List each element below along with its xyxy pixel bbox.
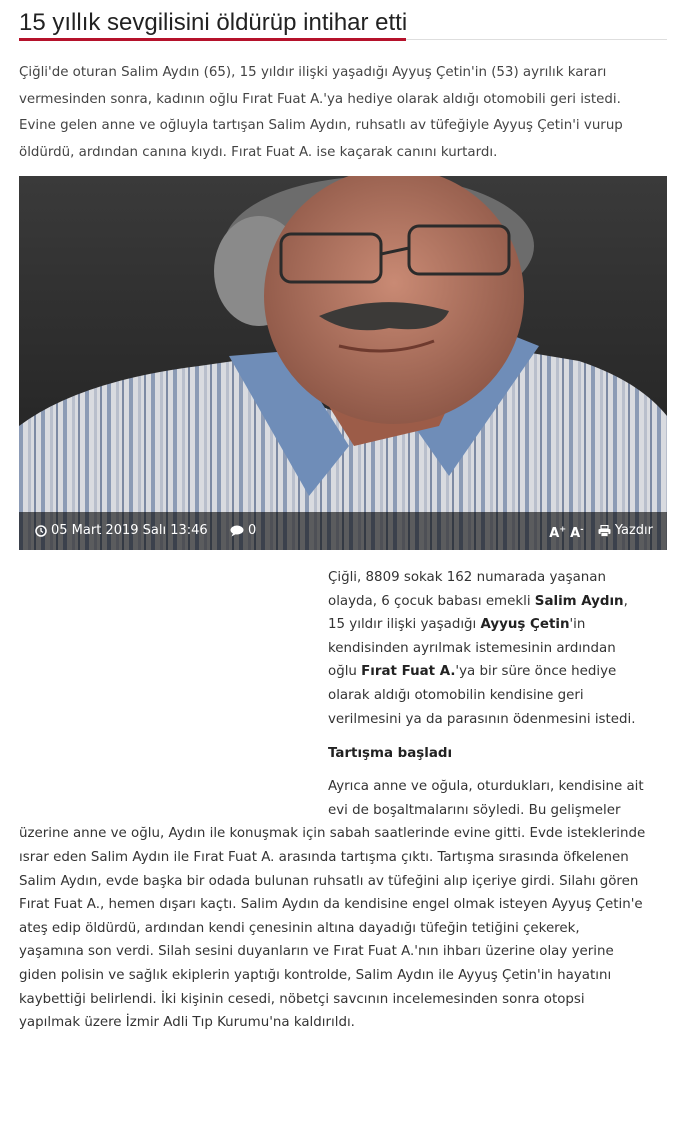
article-lead <box>19 60 667 166</box>
font-increase-button[interactable]: A+ <box>549 524 567 541</box>
article-paragraph-2: Ayrıca anne ve oğula, oturdukları, kendisine ait evi de boşaltmalarını söyledi. Bu gelişmeler üzerine anne ve oğlu, Aydın ile konuşmak için sabah saatlerinde evine gitti. Evde isteklerinde ısrar eden Salim Aydın ile Fırat Fuat A. arasında tartışma çıktı. Tartışma sırasında öfkelenen Salim Aydın, evde başka bir odada bulunan ruhsatlı av tüfeğini alıp içeriye girdi. Silahı gören Fırat Fuat A., hemen dışarı kaçtı. Salim Aydın da kendisine engel olmak isteyen Ayyuş Çetin'e ateş edip öldürdü, ardından kendi çenesinin altına dayadığı tüfeğin tetiğini çekerek, yaşamına son verdi. Silah sesini duyanların ve Fırat Fuat A.'nın ihbarı üzerine olay yerine giden polisin ve sağlık ekiplerin yaptığı kontrolde, Salim Aydın ile Ayyuş Çetin'in hayatını kaybettiği belirlendi. İki kişinin cesedi, nöbetçi savcının incelemesinden sonra otopsi yapılmak üzere İzmir Adli Tıp Kurumu'na kaldırıldı. <box>19 779 646 1031</box>
article-photo <box>19 176 667 550</box>
photo-meta-left <box>35 523 256 541</box>
photo-meta-right <box>549 523 653 541</box>
comment-count[interactable] <box>230 523 256 538</box>
font-decrease-button[interactable]: A- <box>570 524 584 541</box>
person-name: Salim Aydın <box>534 593 624 609</box>
lead-line: öldürdü, ardından canına kıydı. Fırat Fuat A. ise kaçarak canını kurtardı. <box>19 144 498 160</box>
lead-line: Evine gelen anne ve oğluyla tartışan Salim Aydın, ruhsatlı av tüfeğiyle Ayyuş Çetin'i vurup <box>19 118 623 134</box>
article-headline: 15 yıllık sevgilisini öldürüp intihar etti <box>19 9 408 36</box>
publish-date-text: 05 Mart 2019 Salı 13:46 <box>51 523 208 538</box>
portrait-image <box>19 176 667 550</box>
lead-line: Çiğli'de oturan Salim Aydın (65), 15 yıldır ilişki yaşadığı Ayyuş Çetin'in (53) ayrılık kararı <box>19 65 607 80</box>
print-button[interactable] <box>598 523 653 538</box>
ad-placeholder-space <box>19 566 328 806</box>
publish-date <box>35 523 208 538</box>
person-name: Fırat Fuat A. <box>361 664 456 680</box>
print-icon <box>598 525 611 537</box>
article-body <box>19 566 648 1035</box>
print-label: Yazdır <box>614 523 653 538</box>
photo-meta-bar <box>19 512 667 550</box>
lead-line: vermesinden sonra, kadının oğlu Fırat Fuat A.'ya hediye olarak aldığı otomobili geri istedi. <box>19 91 621 107</box>
article-subheading: Tartışma başladı <box>328 746 453 762</box>
clock-icon <box>35 525 47 537</box>
article-paragraph-1: Çiğli, 8809 sokak 162 numarada yaşanan olayda, 6 çocuk babası emekli Salim Aydın, 15 yıldır ilişki yaşadığı Ayyuş Çetin'in kendisinden ayrılmak istemesinin ardından oğlu Fırat Fuat A.'ya bir süre önce hediye olarak aldığı otomobilin kendisine geri verilmesini ya da parasının ödenmesini istedi. <box>328 570 636 727</box>
headline-underline-accent <box>19 38 406 41</box>
comment-count-text: 0 <box>247 523 257 538</box>
person-name: Ayyuş Çetin <box>480 617 570 633</box>
comment-icon <box>230 525 244 537</box>
